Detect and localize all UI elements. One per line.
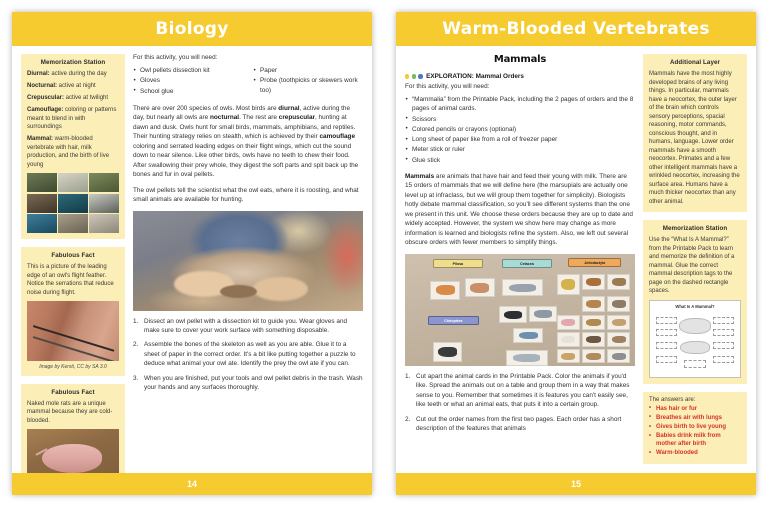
- material-item: • Gloves: [133, 76, 243, 85]
- animal-card: [557, 332, 580, 347]
- animal-card: [430, 281, 460, 300]
- animal-sketch-icon: [561, 353, 575, 360]
- animal-card: [607, 332, 630, 347]
- definition-crepuscular: [27, 94, 119, 103]
- fabulous-fact-title: Fabulous Fact: [51, 252, 95, 260]
- owl-pellet-dissection-photo: [133, 211, 363, 311]
- definition-text: coloring or patterns meant to blend in with surroundings: [27, 107, 117, 131]
- animal-card: [502, 279, 543, 296]
- worksheet-blank-box: [684, 360, 707, 367]
- right-materials-list: [405, 95, 635, 165]
- materials-list-left: [133, 66, 243, 97]
- material-item: • “Mammalia” from the Printable Pack, including the 2 pages of orders and the 8 pages of animal cards.: [405, 95, 635, 114]
- worksheet-blank-box: [656, 317, 677, 324]
- step-item: When you are finished, put your tools and owl pellet debris in the trash. Wash your hands and any surfaces thoroughly.: [144, 374, 363, 392]
- animal-sketch-icon: [470, 283, 489, 293]
- definition-nocturnal: [27, 82, 119, 91]
- animal-card: [607, 315, 630, 330]
- right-steps-list: [405, 372, 635, 434]
- section-title: Mammals: [493, 54, 547, 65]
- additional-layer-box: [643, 54, 747, 212]
- animal-card: [607, 296, 630, 312]
- order-label-pilosa: Pilosa: [433, 259, 484, 268]
- left-main-column: [133, 54, 363, 469]
- answer-item: • Has hair or fur: [649, 405, 741, 413]
- answer-item: • Gives birth to live young: [649, 423, 741, 431]
- animal-photo-hedgehog: [58, 214, 88, 233]
- animal-card: [433, 342, 463, 362]
- owl-pellet-shape: [220, 285, 257, 298]
- definition-term: Mammal:: [27, 136, 54, 143]
- memorization-station-box: [21, 54, 125, 239]
- hand-shape: [253, 277, 308, 301]
- right-page-body: [396, 46, 756, 473]
- animal-sketch-icon: [612, 300, 626, 308]
- definition-text: warm-blooded vertebrate with hair, milk production, and the birth of live young: [27, 136, 110, 168]
- right-memorization-station-box: [643, 220, 747, 384]
- left-page-inner: [12, 12, 372, 495]
- animal-card: [557, 274, 580, 295]
- fabulous-fact-text: This is a picture of the leading edge of an owl's flight feather. Notice the serrations that reduce noise during flight.: [27, 264, 114, 296]
- animal-sketch-icon: [586, 319, 600, 326]
- step-item: Dissect an owl pellet with a dissection kit to guide you. Wear gloves and make sure to cover your work surface with something disposable.: [144, 317, 348, 334]
- memorization-station-title: Memorization Station: [662, 225, 728, 233]
- material-item: • Probe (toothpicks or skewers work too): [253, 76, 363, 95]
- animal-sketch-icon: [513, 354, 540, 362]
- worksheet-blank-box: [656, 356, 677, 363]
- right-page: [384, 0, 768, 507]
- order-label-chiroptera: Chiroptera: [428, 316, 479, 325]
- animal-photo-sheep: [58, 173, 88, 192]
- animal-sketch-icon: [534, 310, 551, 318]
- material-item: • Colored pencils or crayons (optional): [405, 125, 635, 134]
- fabulous-fact-feather-box: [21, 247, 125, 376]
- level-dot-yellow-icon: [405, 74, 409, 78]
- worksheet-blank-box: [713, 329, 734, 336]
- animal-card: [607, 349, 630, 364]
- materials-columns: [133, 66, 363, 97]
- material-item: • School glue: [133, 87, 243, 96]
- animal-photo-panda: [89, 194, 119, 213]
- additional-layer-title: Additional Layer: [669, 59, 721, 66]
- worksheet-blank-box: [656, 342, 677, 349]
- order-label-artiodactyla: Artiodactyla: [568, 258, 621, 267]
- left-page-banner: [12, 12, 372, 46]
- order-label-cetacea: Cetacea: [502, 259, 553, 268]
- right-page-banner: [396, 12, 756, 46]
- animal-sketch-icon: [438, 347, 457, 357]
- left-page-number: 14: [186, 479, 197, 489]
- left-page-footer: [12, 473, 372, 495]
- animal-card: [499, 306, 527, 323]
- definition-term: Camouflage:: [27, 107, 64, 114]
- animal-card: [582, 332, 605, 347]
- worksheet-body: [654, 313, 736, 374]
- step-item: Cut out the order names from the first two pages. Each order has a short description of the features that animals: [416, 415, 622, 433]
- animal-sketch-icon: [504, 311, 521, 319]
- animal-photo-zebra: [27, 173, 57, 192]
- animal-sketch-icon: [612, 336, 626, 343]
- definition-text: active during the day: [49, 71, 107, 77]
- animal-sketch-icon: [612, 353, 626, 360]
- animal-sketch-icon: [561, 279, 575, 290]
- mole-rat-body-shape: [42, 444, 103, 473]
- materials-intro: For this activity, you will need:: [133, 54, 218, 61]
- animal-card: [529, 306, 557, 322]
- animal-card: [465, 278, 495, 297]
- step-item: Assemble the bones of the skeleton as well as you are able. Glue it to a sheet of paper in the correct order. It's a bit like putting together a puzzle to deduce what animal your owl ate. Identify the prey the owl ate if you can.: [144, 341, 356, 368]
- photo-credit-caption: Image by Kersti, CC by SA 3.0: [39, 363, 107, 370]
- left-page-body: [12, 46, 372, 473]
- material-item: • Meter stick or ruler: [405, 145, 635, 154]
- answer-item: • Breathes air with lungs: [649, 414, 741, 422]
- worksheet-animal-sketch: [679, 318, 712, 334]
- memorization-station-text: Use the “What Is A Mammal?” from the Printable Pack to learn and memorize the definition of a mammal. Glue the correct mammal description tags to the page on the dashed rectangle spaces.: [649, 237, 735, 295]
- definition-text: active at twilight: [64, 95, 109, 102]
- animal-sketch-icon: [436, 285, 455, 295]
- answer-item: • Babies drink milk from mother after birth: [649, 432, 741, 448]
- right-page-number: 15: [570, 479, 581, 489]
- what-is-a-mammal-worksheet: [649, 300, 741, 378]
- material-item: • Owl pellets dissection kit: [133, 66, 243, 75]
- animal-sketch-icon: [586, 336, 600, 343]
- right-banner-title: Warm-Blooded Vertebrates: [442, 19, 710, 39]
- exploration-label: EXPLORATION: Mammal Orders: [426, 73, 524, 80]
- right-main-column: [405, 54, 635, 469]
- definition-mammal: [27, 135, 119, 169]
- owl-pellets-paragraph: The owl pellets tell the scientist what the owl eats, where it is roosting, and what small animals are available for hunting.: [133, 186, 359, 204]
- animal-card: [582, 296, 605, 312]
- answer-item: • Warm-blooded: [649, 449, 741, 457]
- right-page-inner: [396, 12, 756, 495]
- animal-card: [582, 274, 605, 290]
- owl-feather-photo: [27, 301, 119, 361]
- animal-card: [607, 274, 630, 290]
- animal-photo-dolphin: [27, 214, 57, 233]
- worksheet-animal-sketch: [680, 341, 710, 354]
- exploration-header: [405, 73, 635, 80]
- definition-term: Crepuscular:: [27, 95, 65, 102]
- additional-layer-text: Mammals have the most highly developed brains of any living things. In particular, mammals have a neocortex, the outer layer of the brain which controls sensory perceptions, spacial reasoning, motor commands, conscious thought, and in humans, language. Lower order mammals have a smooth neocortex. Primates and a few other intelligent mammals have a wrinkled neocortex, increasing the surface area. Humans have a much thicker neocortex than any other animal.: [649, 71, 740, 205]
- material-item: • Paper: [253, 66, 363, 75]
- animal-sketch-icon: [519, 332, 538, 340]
- definition-term: Nocturnal:: [27, 83, 57, 90]
- right-page-footer: [396, 473, 756, 495]
- material-item: • Glue stick: [405, 156, 635, 165]
- animal-card: [557, 349, 580, 364]
- animal-sketch-icon: [586, 278, 600, 286]
- worksheet-blank-box: [656, 329, 677, 336]
- definition-text: active at night: [57, 83, 96, 90]
- animal-sketch-icon: [612, 319, 626, 326]
- answers-intro: The answers are:: [649, 396, 696, 403]
- mammal-orders-photo: [405, 254, 635, 366]
- animal-card: [557, 315, 580, 330]
- animal-card: [513, 328, 543, 344]
- fabulous-fact-text: Naked mole rats are a unique mammal because they are cold-blooded.: [27, 400, 113, 424]
- level-dot-blue-icon: [418, 74, 422, 78]
- left-banner-title: Biology: [155, 19, 229, 39]
- animal-photo-grid: [27, 173, 119, 233]
- owl-overview-paragraph: There are over 200 species of owls. Most birds are diurnal, active during the day, but nearly all owls are nocturnal. The rest are crepuscular, hunting at dawn and dusk. Owls hunt for small birds, mammals, amphibians, and reptiles. Their hunting strategy relies on stealth, which is achieved by their camouflage coloring and serrated leading edges on their flight wings, which cut the sound down to near silence. Like other birds, owls have no teeth to chew their food. After swallowing their prey whole, they digest the soft parts and spit back up the bones and fur in oval pellets.: [133, 104, 359, 179]
- fabulous-fact-title: Fabulous Fact: [51, 388, 95, 396]
- definition-diurnal: [27, 70, 119, 79]
- animal-sketch-icon: [586, 353, 600, 360]
- animal-photo-goat: [89, 214, 119, 233]
- animal-sketch-icon: [612, 278, 626, 286]
- animal-card: [582, 315, 605, 330]
- animal-sketch-icon: [509, 284, 536, 292]
- mammals-definition-paragraph: Mammals are animals that have hair and feed their young with milk. There are 15 orders of mammals that we will define here (the marsupials are actually one level up at infraclass, but we will group them together for simplicity). Biologists hotly debate mammal classification, so you'll see different systems than the one we present in this unit. We choose these orders because they are up to date and widely accepted. However, the system we show here may change as more information is learned and biologists refine the system. Also, we left out several obscure orders with fewer members to simplify things.: [405, 172, 633, 247]
- animal-sketch-icon: [561, 336, 575, 343]
- animal-sketch-icon: [586, 300, 600, 308]
- animal-photo-whale: [58, 194, 88, 213]
- left-steps-list: [133, 317, 363, 393]
- worksheet-blank-box: [713, 317, 734, 324]
- worksheet-title: What Is A Mammal?: [675, 303, 715, 309]
- worksheet-blank-box: [713, 356, 734, 363]
- definition-camouflage: [27, 106, 119, 132]
- animal-photo-rhino: [89, 173, 119, 192]
- material-item: • Scissors: [405, 115, 635, 124]
- answers-list: [649, 405, 741, 458]
- worksheet-blank-box: [713, 342, 734, 349]
- answers-box: [643, 392, 747, 465]
- material-item: • Long sheet of paper like from a roll of freezer paper: [405, 135, 635, 144]
- level-dot-green-icon: [412, 74, 416, 78]
- animal-card: [506, 350, 547, 366]
- animal-sketch-icon: [561, 319, 575, 326]
- materials-intro: For this activity, you will need:: [405, 83, 490, 90]
- materials-list-right: [253, 66, 363, 97]
- left-sidebar: [21, 54, 125, 469]
- memorization-station-title: Memorization Station: [40, 59, 106, 66]
- animal-photo-anteater: [27, 194, 57, 213]
- step-item: Cut apart the animal cards in the Printable Pack. Color the animals if you'd like. Spread the animals out on a table and group them in a way that makes sense to you. Remember that sometimes it is features you can't easily see, like teeth or what an animal eats, that puts it into a certain group.: [416, 372, 630, 409]
- right-sidebar: [643, 54, 747, 469]
- definition-term: Diurnal:: [27, 71, 50, 77]
- animal-card: [582, 349, 605, 364]
